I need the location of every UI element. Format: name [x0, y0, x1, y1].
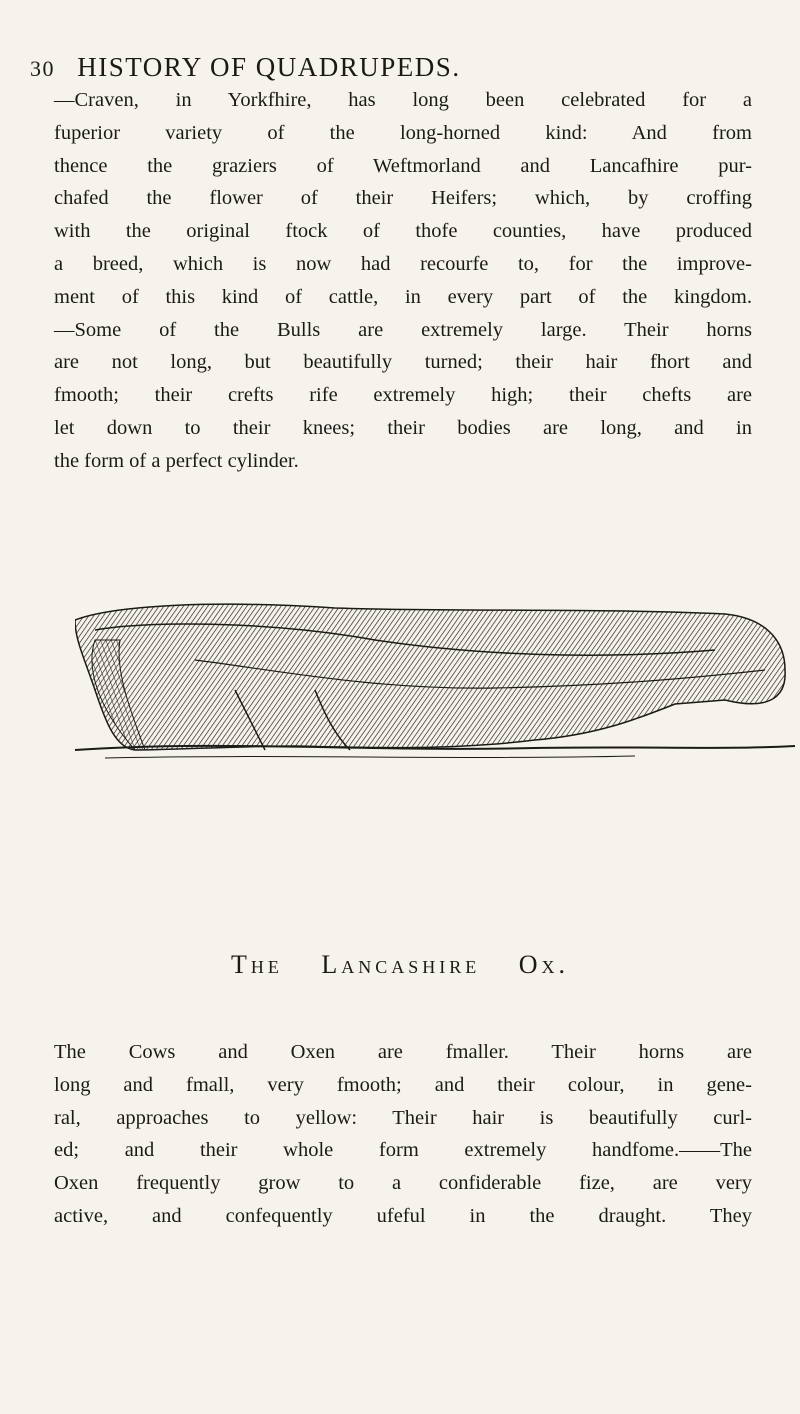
illustration-caption — [0, 950, 800, 980]
text-line: Oxen frequently grow to a confiderable fize, are very — [54, 1172, 752, 1195]
text-line: with the original ftock of thofe counties, have produced — [54, 220, 752, 243]
text-line: let down to their knees; their bodies are long, and in — [54, 416, 752, 439]
text-line: the form of a perfect cylinder. — [54, 449, 299, 472]
text-line: are not long, but beautifully turned; their hair fhort and — [54, 351, 752, 374]
running-header — [30, 52, 770, 83]
text-line: a breed, which is now had recourfe to, for the improve- — [54, 252, 752, 275]
paragraph-craven — [54, 84, 752, 478]
text-line: —Some of the Bulls are extremely large. Their horns — [54, 318, 752, 341]
paragraph-cows-oxen — [54, 1036, 752, 1233]
text-line: fmooth; their crefts rife extremely high; their chefts are — [54, 384, 752, 407]
caption-word: Lancashire — [321, 950, 481, 979]
caption-word: The — [230, 950, 283, 979]
text-line: active, and confequently ufeful in the draught. They — [54, 1204, 752, 1227]
text-line: The Cows and Oxen are fmaller. Their horns are — [54, 1041, 752, 1063]
text-line: thence the graziers of Weftmorland and Lancafhire pur- — [54, 154, 752, 177]
text-line: ral, approaches to yellow: Their hair is beautifully curl- — [54, 1106, 752, 1129]
caption-word: Ox. — [518, 950, 570, 979]
text-line: chafed the flower of their Heifers; which, by croffing — [54, 187, 752, 210]
text-line: ment of this kind of cattle, in every part of the kingdom. — [54, 285, 752, 308]
ox-engraving — [75, 600, 795, 760]
text-line: ed; and their whole form extremely handfome.——The — [54, 1139, 752, 1162]
running-title: HISTORY OF QUADRUPEDS. — [77, 52, 461, 82]
page-number: 30 — [30, 56, 55, 81]
text-line: long and fmall, very fmooth; and their colour, in gene- — [54, 1073, 752, 1096]
text-line: fuperior variety of the long-horned kind: And from — [54, 121, 752, 144]
text-line: —Craven, in Yorkfhire, has long been celebrated for a — [54, 89, 752, 111]
